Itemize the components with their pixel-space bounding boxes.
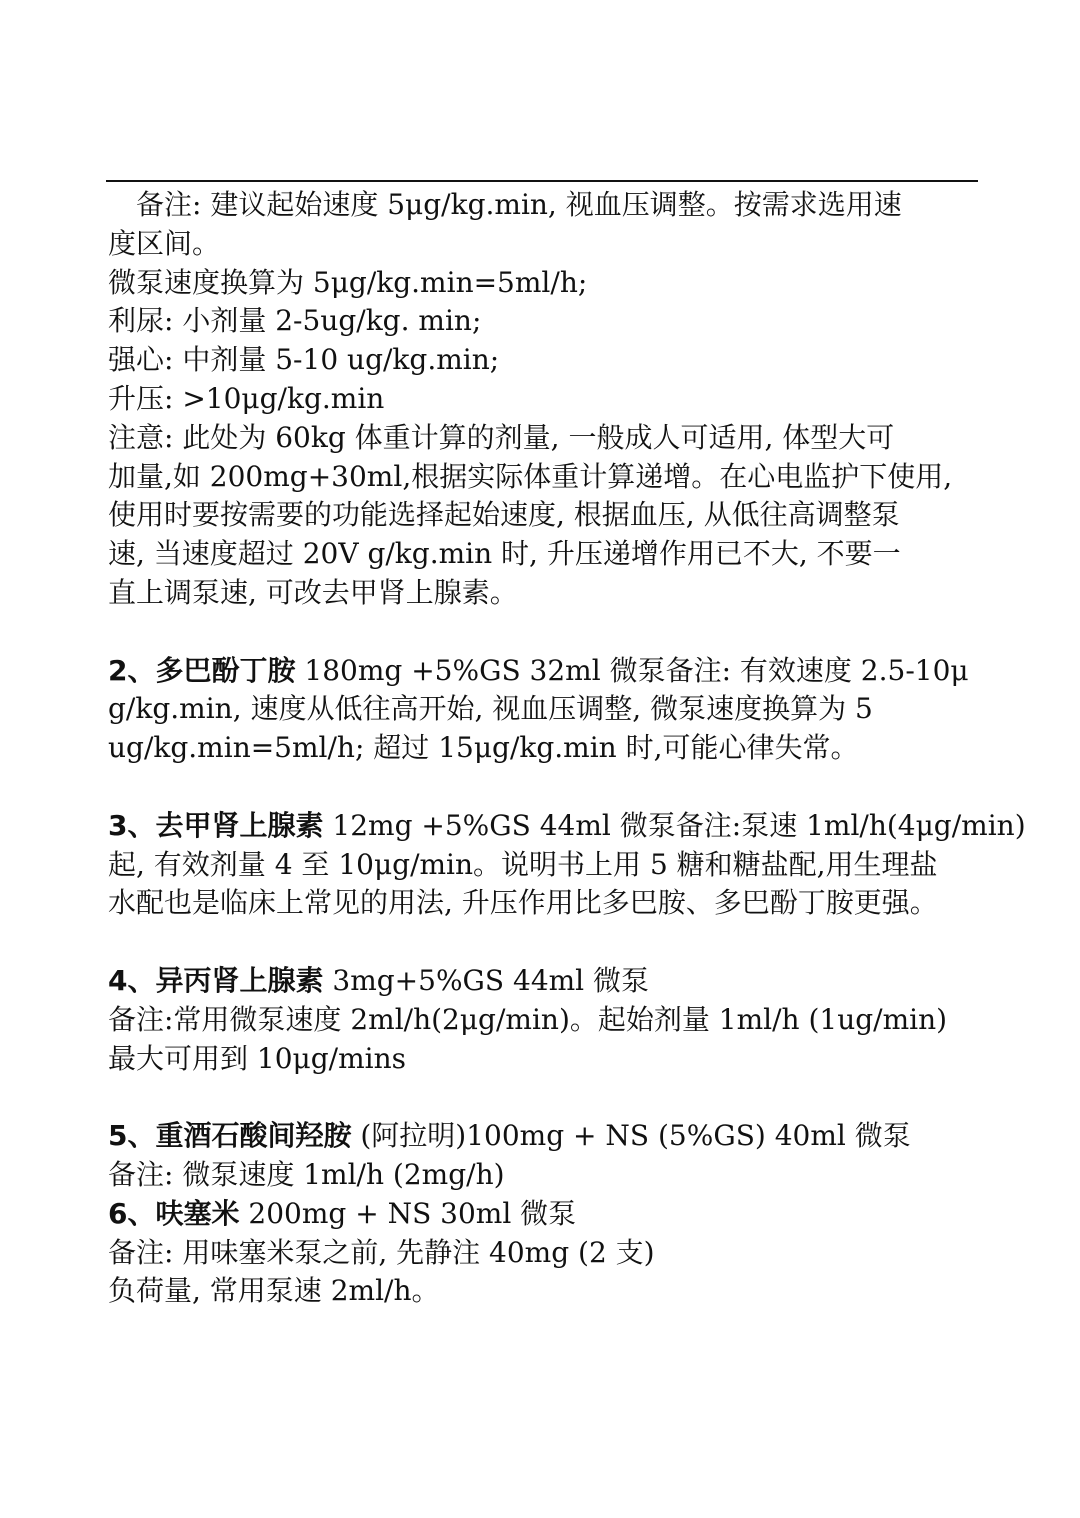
intro-line: 加量,如 200mg+30ml,根据实际体重计算递增。在心电监护下使用,	[108, 459, 953, 493]
section-line: 最大可用到 10μg/mins	[108, 1041, 406, 1075]
section-heading-line	[108, 962, 978, 1001]
drug-dose: 12mg +5%GS 44ml 微泵备注:泵速 1ml/h(4μg/min)	[323, 808, 1026, 842]
drug-name: 6、呋塞米	[108, 1196, 240, 1230]
section-line: 水配也是临床上常见的用法, 升压作用比多巴胺、多巴酚丁胺更强。	[108, 886, 938, 920]
spacer	[108, 613, 978, 652]
section-line: ug/kg.min=5ml/h; 超过 15μg/kg.min 时,可能心律失常。	[108, 731, 859, 765]
intro-line: 速, 当速度超过 20V g/kg.min 时, 升压递增作用已不大, 不要一	[108, 537, 901, 571]
drug-name: 2、多巴酚丁胺	[108, 653, 296, 687]
section-furosemide	[108, 1195, 978, 1311]
section-isoprenaline	[108, 962, 978, 1078]
intro-line: 升压: >10μg/kg.min	[108, 381, 385, 415]
drug-dose: 180mg +5%GS 32ml 微泵备注: 有效速度 2.5-10μ	[295, 653, 969, 687]
section-line: 备注:常用微泵速度 2ml/h(2μg/min)。起始剂量 1ml/h (1ug/min)	[108, 1002, 948, 1036]
spacer	[108, 923, 978, 962]
drug-dose: 3mg+5%GS 44ml 微泵	[323, 963, 650, 997]
intro-line: 注意: 此处为 60kg 体重计算的剂量, 一般成人可适用, 体型大可	[108, 420, 895, 454]
section-line: 负荷量, 常用泵速 2ml/h。	[108, 1274, 440, 1308]
section-line: 备注: 微泵速度 1ml/h (2mg/h)	[108, 1157, 505, 1191]
section-heading-line	[108, 1117, 978, 1156]
drug-name: 3、去甲肾上腺素	[108, 808, 324, 842]
section-heading-line	[108, 807, 1026, 846]
intro-line: 微泵速度换算为 5μg/kg.min=5ml/h;	[108, 265, 588, 299]
section-line: g/kg.min, 速度从低往高开始, 视血压调整, 微泵速度换算为 5	[108, 692, 873, 726]
intro-section	[108, 186, 978, 613]
intro-line: 利尿: 小剂量 2-5ug/kg. min;	[108, 304, 482, 338]
section-line: 起, 有效剂量 4 至 10μg/min。说明书上用 5 糖和糖盐配,用生理盐	[108, 847, 938, 881]
drug-dose: (阿拉明)100mg + NS (5%GS) 40ml 微泵	[351, 1119, 911, 1153]
spacer	[108, 768, 978, 807]
section-heading-line	[108, 1195, 978, 1234]
section-metaraminol	[108, 1117, 978, 1195]
intro-line: 度区间。	[108, 226, 221, 260]
document-body	[108, 186, 1026, 1311]
intro-line: 直上调泵速, 可改去甲肾上腺素。	[108, 575, 518, 609]
section-heading-line	[108, 652, 978, 691]
spacer	[108, 1078, 978, 1117]
intro-line: 强心: 中剂量 5-10 ug/kg.min;	[108, 343, 500, 377]
drug-name: 4、异丙肾上腺素	[108, 963, 324, 997]
intro-line: 使用时要按需要的功能选择起始速度, 根据血压, 从低往高调整泵	[108, 498, 900, 532]
intro-line: 备注: 建议起始速度 5μg/kg.min, 视血压调整。按需求选用速	[136, 188, 902, 221]
section-line: 备注: 用味塞米泵之前, 先静注 40mg (2 支)	[108, 1235, 655, 1269]
section-norepinephrine	[108, 807, 1026, 923]
drug-dose: 200mg + NS 30ml 微泵	[239, 1196, 577, 1230]
drug-name: 5、重酒石酸间羟胺	[108, 1119, 352, 1153]
top-rule	[106, 180, 978, 182]
section-dobutamine	[108, 652, 978, 768]
